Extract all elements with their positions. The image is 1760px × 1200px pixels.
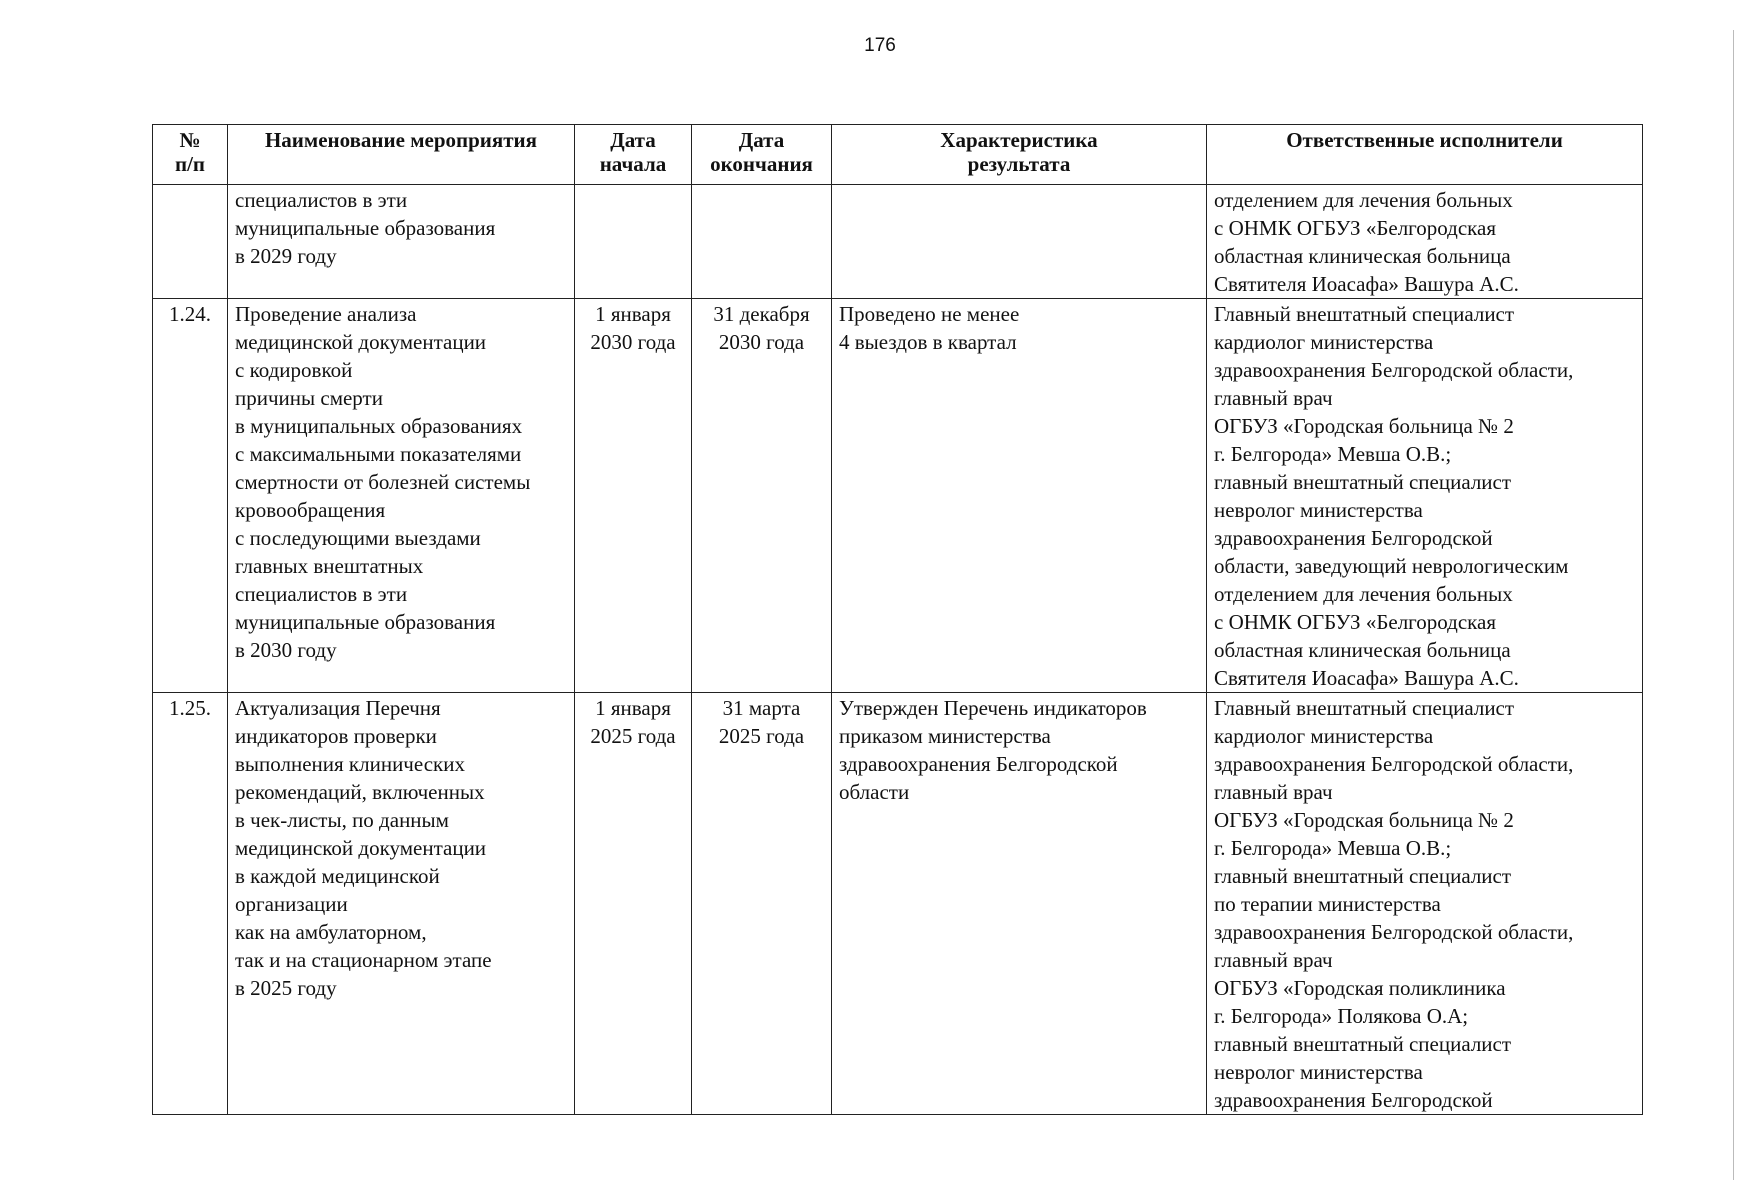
page-number: 176	[864, 35, 896, 56]
header-end-text: Дата окончания	[710, 128, 813, 176]
header-start	[575, 125, 692, 185]
row-end-date: 31 декабря 2030 года	[692, 299, 832, 693]
row-num: 1.24.	[153, 299, 228, 693]
row-responsible: отделением для лечения больных с ОНМК ОГБУЗ «Белгородская областная клиническая больница Святителя Иоасафа» Вашура А.С.	[1207, 185, 1643, 299]
row-result	[832, 185, 1207, 299]
measures-table	[152, 124, 1643, 1115]
row-end-date: 31 марта 2025 года	[692, 693, 832, 1115]
header-num-text: № п/п	[174, 128, 206, 176]
row-name: специалистов в эти муниципальные образования в 2029 году	[228, 185, 575, 299]
header-num	[153, 125, 228, 185]
table-row	[153, 185, 1643, 299]
row-result: Проведено не менее 4 выездов в квартал	[832, 299, 1207, 693]
header-result-text: Характеристика результата	[940, 128, 1098, 176]
table-row	[153, 299, 1643, 693]
row-num: 1.25.	[153, 693, 228, 1115]
header-start-text: Дата начала	[599, 128, 667, 176]
row-end-date	[692, 185, 832, 299]
header-name	[228, 125, 575, 185]
header-end	[692, 125, 832, 185]
row-start-date: 1 января 2025 года	[575, 693, 692, 1115]
row-num	[153, 185, 228, 299]
table-header-row	[153, 125, 1643, 185]
table-row	[153, 693, 1643, 1115]
header-name-text: Наименование мероприятия	[264, 128, 538, 152]
row-start-date: 1 января 2030 года	[575, 299, 692, 693]
header-responsible-text: Ответственные исполнители	[1286, 128, 1563, 152]
header-responsible	[1207, 125, 1643, 185]
row-result: Утвержден Перечень индикаторов приказом министерства здравоохранения Белгородской области	[832, 693, 1207, 1115]
header-result	[832, 125, 1207, 185]
row-name: Актуализация Перечня индикаторов проверки выполнения клинических рекомендаций, включенных в чек-листы, по данным медицинской документации в каждой медицинской организации как на амбулаторном, так и на стационарном этапе в 2025 году	[228, 693, 575, 1115]
row-name: Проведение анализа медицинской документации с кодировкой причины смерти в муниципальных образованиях с максимальными показателями смертности от болезней системы кровообращения с последующими выездами главных внештатных специалистов в эти муниципальные образования в 2030 году	[228, 299, 575, 693]
row-start-date	[575, 185, 692, 299]
scan-edge-line	[1733, 30, 1734, 1180]
row-responsible: Главный внештатный специалист кардиолог министерства здравоохранения Белгородской области, главный врач ОГБУЗ «Городская больница № 2 г. Белгорода» Мевша О.В.; главный внештатный специалист невролог министерства здравоохранения Белгородской области, заведующий неврологическим отделением для лечения больных с ОНМК ОГБУЗ «Белгородская областная клиническая больница Святителя Иоасафа» Вашура А.С.	[1207, 299, 1643, 693]
row-responsible: Главный внештатный специалист кардиолог министерства здравоохранения Белгородской области, главный врач ОГБУЗ «Городская больница № 2 г. Белгорода» Мевша О.В.; главный внештатный специалист по терапии министерства здравоохранения Белгородской области, главный врач ОГБУЗ «Городская поликлиника г. Белгорода» Полякова О.А; главный внештатный специалист невролог министерства здравоохранения Белгородской	[1207, 693, 1643, 1115]
